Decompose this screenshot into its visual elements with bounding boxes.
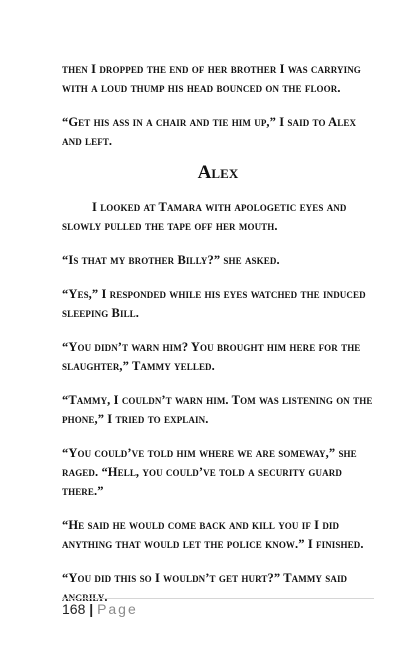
- paragraph: “Is that my brother Billy?” she asked.: [62, 253, 280, 267]
- page-number: 168: [62, 601, 86, 617]
- footer-divider: [62, 598, 374, 599]
- page-label: Page: [97, 601, 138, 617]
- paragraph: “You could’ve told him where we are someway,” she raged. “Hell, you could’ve told a security guard there.”: [62, 446, 357, 498]
- paragraph: then I dropped the end of her brother I was carrying with a loud thump his head bounced on the floor.: [62, 62, 361, 95]
- paragraph: “You didn’t warn him? You brought him here for the slaughter,” Tammy yelled.: [62, 340, 361, 373]
- paragraph: “You did this so I wouldn’t get hurt?” Tammy said angrily.: [62, 571, 348, 604]
- page-footer: [62, 600, 138, 618]
- paragraph: “Yes,” I responded while his eyes watched the induced sleeping Bill.: [62, 287, 366, 320]
- paragraph: “Get his ass in a chair and tie him up,” I said to Alex and left.: [62, 115, 357, 148]
- paragraph: I looked at Tamara with apologetic eyes and slowly pulled the tape off her mouth.: [62, 200, 347, 233]
- paragraph: “Tammy, I couldn’t warn him. Tom was listening on the phone,” I tried to explain.: [62, 393, 373, 426]
- body-text: [62, 60, 374, 622]
- paragraph: “He said he would come back and kill you if I did anything that would let the police know.” I finished.: [62, 518, 364, 551]
- chapter-section-heading: Alex: [197, 162, 239, 183]
- footer-separator: |: [89, 601, 94, 617]
